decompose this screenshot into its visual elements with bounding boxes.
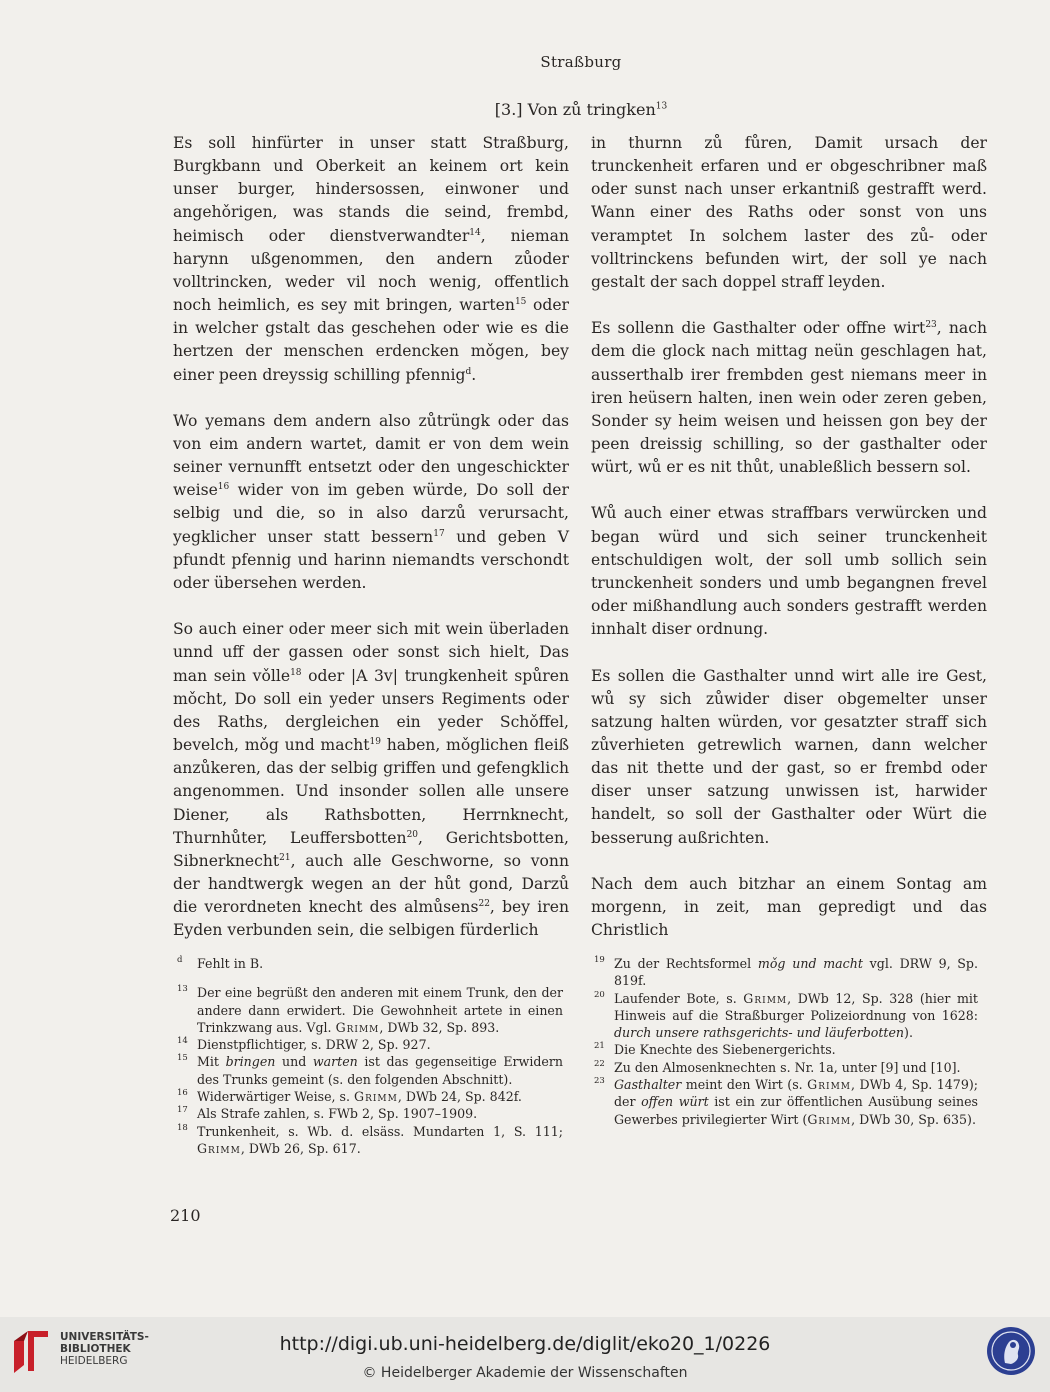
footnote: 19 Zu der Rechtsformel mǒg und macht vgl. DRW 9, Sp. 819f. — [594, 955, 978, 989]
footnote: 23 Gasthalter meint den Wirt (s. Grimm, DWb 4, Sp. 1479); der offen würt ist ein zur öffentlichen Ausübung seines Gewerbes privilegierter Wirt (Grimm, DWb 30, Sp. 635). — [594, 1076, 978, 1127]
footnote-ref[interactable]: d — [465, 366, 472, 377]
footnote: 13 Der eine begrüßt den anderen mit einem Trunk, den der andere dann erwidert. Die Gewohnheit artete in einen Trinkzwang aus. Vgl. Grimm, DWb 32, Sp. 893. — [177, 984, 563, 1035]
footnote: 16 Widerwärtiger Weise, s. Grimm, DWb 24, Sp. 842f. — [177, 1088, 522, 1105]
footnote-ref[interactable]: 22 — [478, 898, 490, 909]
footnote: 15 Mit bringen und warten ist das gegenseitige Erwidern des Trunks gemeint (s. den folgenden Abschnitt). — [177, 1053, 563, 1087]
footnote: 17 Als Strafe zahlen, s. FWb 2, Sp. 1907–1909. — [177, 1105, 478, 1122]
page-number: 210 — [170, 1206, 201, 1225]
footnotes-right — [594, 955, 978, 1128]
footnote: 21 Die Knechte des Siebenergerichts. — [594, 1041, 836, 1058]
paragraph: Es soll hinfürter in unser statt Straßburg, Burgkbann und Oberkeit an keinem ort kein unser burger, hindersossen, einwoner und angehǒrigen, was stands die seind, frembd, heimisch oder dienstverwandter$^{14}$, nieman harynn ußgenommen, den andern zůoder volltrincken, weder vil noch wenig, offentlich noch heimlich, es sey mit bringen, warten$^{15}$ oder in welcher gstalt das geschehen oder wie es die hertzen der menschen erdencken mǒgen, bey einer peen dreyssig schilling pfennig$^d$. — [173, 134, 570, 384]
footnote-ref[interactable]: 15 — [514, 296, 527, 307]
paragraph: in thurnn zů fůren, Damit ursach der trunckenheit erfaren und er obgeschribner maß oder sunst nach unser erkantniß gestrafft werd. Wann einer des Raths oder sonst von uns veramptet In solchem laster des zů- oder volltrinckens befunden wirt, der soll ye nach gestalt der sach doppel straff leyden. — [591, 134, 987, 291]
paragraph: Nach dem auch bitzhar an einem Sontag am morgenn, in zeit, man gepredigt und das Christlich — [591, 874, 987, 940]
footnote-ref[interactable]: 19 — [369, 736, 381, 747]
paragraph: So auch einer oder meer sich mit wein überladen unnd uff der gassen oder sonst sich hielt, Das man sein vǒlle$^{18}$ oder |A 3v| trungkenheit spůren mǒcht, Do soll ein yeder unsers Regiments oder des Raths, dergleichen ein yeder Schǒffel, bevelch, mǒg und macht$^{19}$ haben, mǒglichen fleiß anzůkeren, das der selbig griffen und gefengklich angenommen. Und insonder sollen alle unsere Diener, als Rathsbotten, Herrnknecht, Thurnhůter, Leuffersbotten$^{20}$, Gerichtsbotten, Sibnerknecht$^{21}$, auch alle Geschworne, so vonn der handtwergk wegen an der hůt gond, Darzů die verordneten knecht des almůsens$^{22}$, bey iren Eyden verbunden sein, die selbigen fürderlich — [173, 620, 570, 940]
paragraph: Wů auch einer etwas straffbars verwürcken und began würd und sich seiner trunckenheit entschuldigen wolt, der soll umb sollich sein trunckenheit sonders und umb begangnen frevel oder mißhandlung auch sonders gestrafft werden innhalt diser ordnung. — [591, 504, 987, 639]
footnote: 22 Zu den Almosenknechten s. Nr. 1a, unter [9] und [10]. — [594, 1058, 961, 1075]
footnote: 14 Dienstpflichtiger, s. DRW 2, Sp. 927. — [177, 1036, 431, 1053]
footnote-ref[interactable]: 20 — [406, 829, 419, 840]
right-column — [591, 132, 987, 942]
footnote-ref[interactable]: 17 — [433, 528, 445, 539]
footnote: 18 Trunkenheit, s. Wb. d. elsäss. Mundarten 1, S. 111; Grimm, DWb 26, Sp. 617. — [177, 1122, 563, 1156]
document-url-link[interactable]: http://digi.ub.uni-heidelberg.de/diglit/eko20_1/0226 — [279, 1333, 771, 1355]
footnote-ref[interactable]: 14 — [469, 227, 481, 238]
paragraph: Es sollen die Gasthalter unnd wirt alle ire Gest, wů sy sich zůwider diser obgemelter unser satzung halten würden, vor gesatzter straff sich zůverhieten getrewlich warnen, dann welcher das nit thette und der gast, so er frembd oder diser unser satzung unwissen ist, harwider handelt, so soll der Gasthalter oder Würt die besserung außrichten. — [591, 666, 987, 847]
running-head: Straßburg — [540, 53, 622, 71]
footnote-ref[interactable]: 21 — [279, 852, 291, 863]
viewer-footer — [0, 1317, 1050, 1392]
paragraph: Es sollenn die Gasthalter oder offne wirt$^{23}$, nach dem die glock nach mittag neün geschlagen hat, ausserthalb irer frembden gest niemans meer in iren heüsern halten, inen wein oder zeren geben, Sonder sy heim weisen und heissen gon bey der peen dreissig schilling, so der gasthalter oder würt, wů er es nit thůt, unableßlich bessern sol. — [591, 319, 988, 477]
footnote-ref[interactable]: 18 — [290, 667, 302, 678]
library-name: UNIVERSITÄTS- BIBLIOTHEK HEIDELBERG — [60, 1331, 149, 1367]
paragraph: Wo yemans dem andern also zůtrüngk oder das von eim andern wartet, damit er von dem wein seiner vernunfft entsetzt oder den ungeschickter weise$^{16}$ wider von im geben würde, Do soll der selbig und die, so in also darzů verursacht, yegklicher unser statt bessern$^{17}$ und geben V pfundt pfennig und harinn niemandts verschondt oder übersehen werden. — [173, 411, 569, 592]
footnote-ref[interactable]: 23 — [925, 320, 937, 331]
footnotes-left — [177, 955, 563, 1157]
section-title: [3.] Von zů tringken$^{13}$ — [494, 100, 668, 119]
footnote: 20 Laufender Bote, s. Grimm, DWb 12, Sp. 328 (hier mit Hinweis auf die Straßburger Polizeiordnung von 1628: durch unsere rathsgerichts- und läuferbotten). — [594, 989, 978, 1041]
left-column — [173, 132, 569, 942]
copyright-notice: © Heidelberger Akademie der Wissenschaften — [362, 1365, 688, 1381]
footnote-ref[interactable]: 13 — [655, 101, 668, 112]
academy-seal-icon[interactable] — [985, 1325, 1037, 1377]
footnote: d Fehlt in B. — [177, 955, 264, 971]
footnote-ref[interactable]: 16 — [217, 482, 230, 493]
